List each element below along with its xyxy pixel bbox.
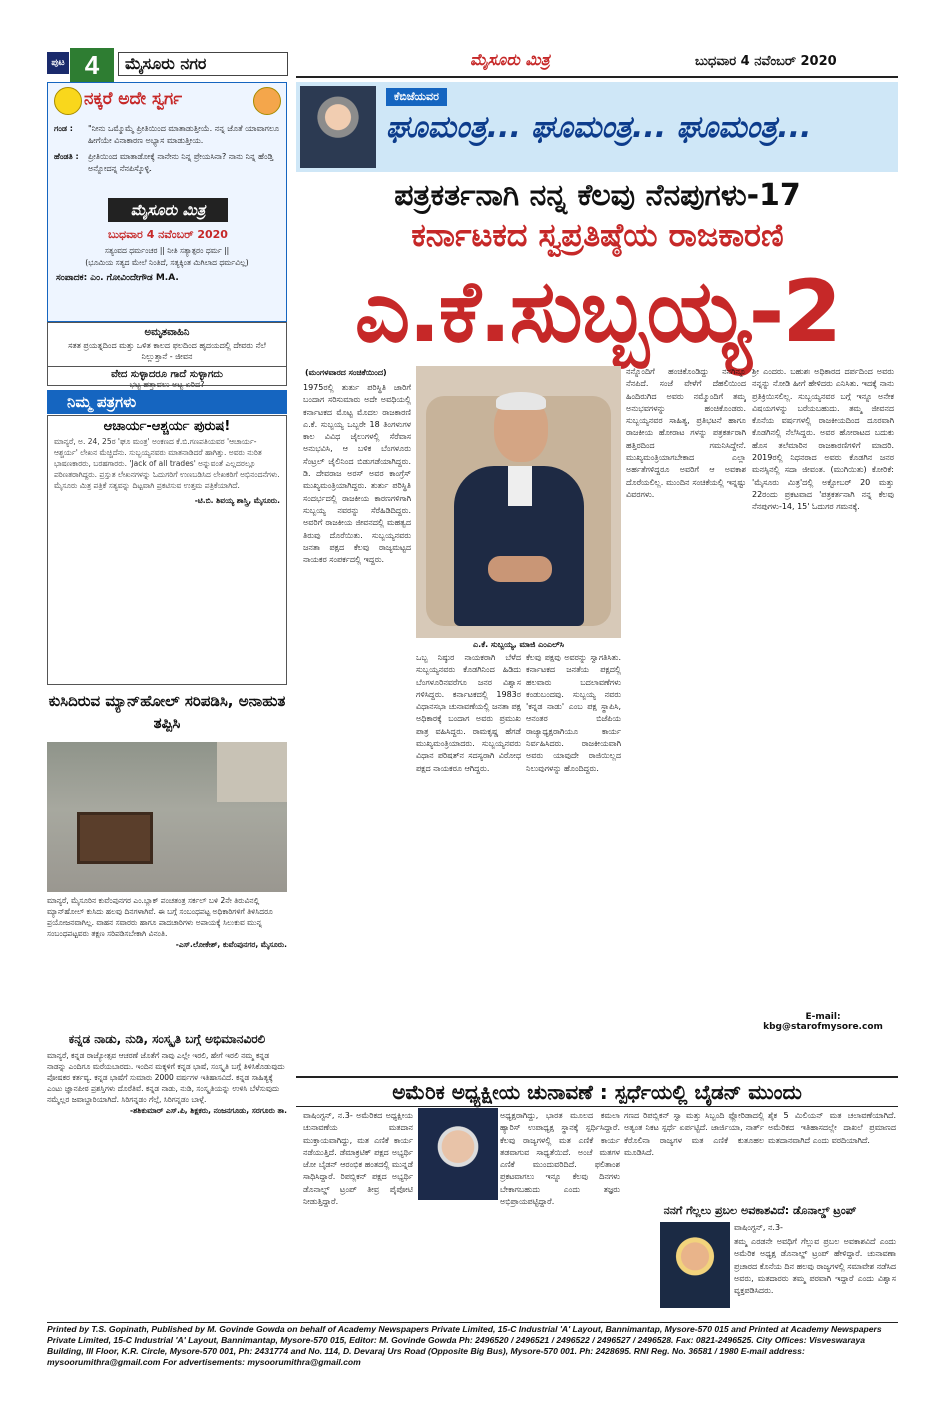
article-column: ನನ್ನೊಂದಿಗೆ ಹಂಚಿಕೊಂಡಿದ್ದು ನನಗಿನ್ನೂ ನೆನಪಿದೆ. ಸಂಜೆ ವೇಳೆಗೆ ದೆಹಲಿಯಿಂದ ಹಿಂದಿರುಗಿದ ಅವರು ನಮ್ಮೊಂದಿಗೆ ತಮ್ಮ ಅನುಭವಗಳನ್ನು ಹಂಚಿಕೊಂಡರು. ಸುಬ್ಬಯ್ಯನವರ ಸಾಹಿತ್ಯ, ಪ್ರತಿಭಟನೆ ಹಾಗೂ ರಾಜಕೀಯ ಹೋರಾಟ ಗಳನ್ನು ಪತ್ರಕರ್ತರಾಗಿ ಹತ್ತಿರದಿಂದ ಗಮನಿಸಿದ್ದೇನೆ. ಮುಖ್ಯಮಂತ್ರಿಯಾಗಬೇಕಾದ ಎಲ್ಲಾ ಅರ್ಹತೆಗಳಿದ್ದರೂ ಅವರಿಗೆ ಆ ಅವಕಾಶ ದೊರೆಯಲಿಲ್ಲ. ಮುಂದಿನ ಸಂಚಿಕೆಯಲ್ಲಿ ಇನ್ನಷ್ಟು ವಿವರಗಳು. — [626, 367, 746, 499]
us-article-column: ಶೈಕ 5 ಮಿಲಿಯನ್ ಮತ ಚಲಾವಣೆಯಾಗಿದೆ. ಅಮೆರಿಕದ ಇತಿಹಾಸದಲ್ಲೇ ದಾಖಲೆ ಪ್ರಮಾಣದ ಮತದಾನವಾಗಿದೆ ಎಂದು ವರದಿಯಾಗಿದೆ. — [768, 1111, 896, 1145]
letter-signature: -ಟಿ.ಬಿ. ಶಿವಯ್ಯ ಶಾಸ್ತ್ರಿ, ಮೈಸೂರು. — [194, 496, 280, 505]
issue-date: ಬುಧವಾರ 4 ನವೆಂಬರ್ 2020 — [695, 54, 837, 69]
cartoon-character-icon — [253, 87, 281, 115]
page-label: ಪುಟ — [47, 52, 69, 74]
letter-body-text: ಮಾನ್ಯರೆ, ಮೈಸೂರಿನ ಕುವೆಂಪುನಗರ ಎಂ.ಬ್ಲಾಕ್ ಪಂಚತಂತ್ರ ಸರ್ಕಲ್ ಬಳಿ 2ನೇ ತಿರುವಿನಲ್ಲಿ ಮ್ಯಾನ್‌ಹೋಲ್ ಕುಸಿದು ಹಲವು ದಿನಗಳಾಗಿವೆ. ಈ ಬಗ್ಗೆ ಸಂಬಂಧಪಟ್ಟ ಅಧಿಕಾರಿಗಳಿಗೆ ತಿಳಿಸಿದರೂ ಪ್ರಯೋಜನವಾಗಿಲ್ಲ. ವಾಹನ ಸವಾರರು ಹಾಗೂ ಪಾದಚಾರಿಗಳು ಅಪಾಯಕ್ಕೆ ಸಿಲುಕುವ ಮುನ್ನ ಸಂಬಂಧಪಟ್ಟವರು ತಕ್ಷಣ ಸರಿಪಡಿಸಬೇಕಾಗಿ ವಿನಂತಿ. — [47, 896, 273, 938]
letters-section-header: ನಿಮ್ಮ ಪತ್ರಗಳು — [47, 390, 287, 414]
us-article-column: ಗಣದ ರಿಪಬ್ಲಿಕನ್ ಸ್ವಾ ಮತ್ತು ಸಿಬ್ಬಂದಿ ಫ್ಲೋರಿಡಾದಲ್ಲಿ ಅತ್ಯಂತ ನಿಕಟ ಸ್ಪರ್ಧೆ ಏರ್ಪಟ್ಟಿದೆ. ಜಾರ್ಜಿಯಾ, ನಾರ್ತ್ ಕೆರೊಲಿನಾ ರಾಜ್ಯಗಳ ಮತ ಎಣಿಕೆ ಕುತೂಹಲ ಮೂಡಿಸಿದೆ. — [624, 1111, 764, 1157]
us-dateline: ವಾಷಿಂಗ್ಟನ್, ನ.3- — [734, 1223, 783, 1232]
letter-body-text: ಮಾನ್ಯರೆ, ಕನ್ನಡ ರಾಜ್ಯೋತ್ಸವ ಆಚರಣೆ ಜೊತೆಗೆ ನಾವು ಎಲ್ಲೇ ಇರಲಿ, ಹೇಗೆ ಇರಲಿ ನಮ್ಮ ಕನ್ನಡ ನಾಡನ್ನು ಎಂದಿಗೂ ಮರೆಯಬಾರದು. ಇಂದಿನ ಮಕ್ಕಳಿಗೆ ಕನ್ನಡ ಭಾಷೆ, ಸಂಸ್ಕೃತಿ ಬಗ್ಗೆ ತಿಳಿಸಿಕೊಡುವುದು ಪೋಷಕರ ಕರ್ತವ್ಯ. ಕನ್ನಡ ಭಾಷೆಗೆ ಸುಮಾರು 2000 ವರ್ಷಗಳ ಇತಿಹಾಸವಿದೆ. ಕನ್ನಡ ಸಾಹಿತ್ಯಕ್ಕೆ ಎಂಟು ಜ್ಞಾನಪೀಠ ಪ್ರಶಸ್ತಿಗಳು ದೊರೆತಿವೆ. ಕನ್ನಡ ನಾಡು, ನುಡಿ, ಸಂಸ್ಕೃತಿಯನ್ನು ಉಳಿಸಿ ಬೆಳೆಸುವುದು ನಮ್ಮೆಲ್ಲರ ಜವಾಬ್ದಾರಿಯಾಗಿದೆ. ಸಿರಿಗನ್ನಡಂ ಗೆಲ್ಗೆ, ಸಿರಿಗನ್ನಡಂ ಬಾಳ್ಗೆ. — [47, 1051, 285, 1104]
amrutha-box — [47, 322, 287, 389]
headline-main: ಎ.ಕೆ.ಸುಬ್ಬಯ್ಯ-2 — [354, 262, 841, 362]
article-column: 1975ರಲ್ಲಿ ತುರ್ತು ಪರಿಸ್ಥಿತಿ ಜಾರಿಗೆ ಬಂದಾಗ ಸರಿಸುಮಾರು ಅದೇ ಅವಧಿಯಲ್ಲಿ ಕರ್ನಾಟಕದ ಮೊಟ್ಟ ಮೊದಲ ರಾಜಕಾರಣಿ ಎ.ಕೆ. ಸುಬ್ಬಯ್ಯ ಒಬ್ಬರೇ 18 ತಿಂಗಳುಗಳ ಕಾಲ ವಿವಿಧ ಜೈಲುಗಳಲ್ಲಿ ಸೆರೆವಾಸ ಅನುಭವಿಸಿ, ಆ ಬಳಿಕ ಬೆಂಗಳೂರು ಸೆಂಟ್ರಲ್ ಜೈಲಿನಿಂದ ಬಿಡುಗಡೆಯಾಗಿದ್ದರು. ಡಿ. ದೇವರಾಜ ಅರಸ್ ಅವರ ಕಾಂಗ್ರೆಸ್ ಮುಖ್ಯಮಂತ್ರಿಯಾಗಿದ್ದರು. ತುರ್ತು ಪರಿಸ್ಥಿತಿ ಸಂದರ್ಭದಲ್ಲಿ ರಾಜಕೀಯ ಕಾರಣಗಳಿಗಾಗಿ ಸುಬ್ಬಯ್ಯ ನವರನ್ನು ಸೆರೆಹಿಡಿದಿದ್ದರು. ಅವರಿಗೆ ರಾಜಕೀಯ ಜೀವನದಲ್ಲಿ ಮಹತ್ವದ ತಿರುವು ದೊರೆಯಿತು. ಸುಬ್ಬಯ್ಯನವರು ಜನತಾ ಪಕ್ಷದ ಕೆಲವು ರಾಜ್ಯಮಟ್ಟದ ನಾಯಕರ ಸಂಪರ್ಕದಲ್ಲಿ ಇದ್ದರು. — [303, 383, 411, 565]
letter-body — [47, 895, 287, 1025]
trump-headline: ನನಗೆ ಗೆಲ್ಲಲು ಪ್ರಬಲ ಅವಕಾಶವಿದೆ: ಡೊನಾಲ್ಡ್ ಟ್ರಂಪ್ — [663, 1204, 857, 1217]
laughing-face-icon — [54, 87, 82, 115]
amrutha-title: ಅಮೃತವಾಹಿನಿ — [144, 327, 190, 338]
article-column: ಶ್ರೀ ಎಂದರು. ಬಹುಶಃ ಅಧಿಕಾರದ ದರ್ಪದಿಂದ ಅವರು ನನ್ನನ್ನು ನೋಡಿ ಹೀಗೆ ಹೇಳಿದರು ಎನಿಸಿತು. ಇದಕ್ಕೆ ನಾನು ಪ್ರತಿಕ್ರಿಯಿಸಲಿಲ್ಲ. ಸುಬ್ಬಯ್ಯನವರ ಬಗ್ಗೆ ಇನ್ನೂ ಅನೇಕ ವಿಷಯಗಳನ್ನು ಬರೆಯಬಹುದು. ತಮ್ಮ ಜೀವನದ ಕೊನೆಯ ವರ್ಷಗಳಲ್ಲಿ ರಾಜಕೀಯದಿಂದ ದೂರವಾಗಿ ಕೊಡಗಿನಲ್ಲಿ ನೆಲೆಸಿದ್ದರು. ಅವರ ಹೋರಾಟದ ಬದುಕು ಹೊಸ ತಲೆಮಾರಿನ ರಾಜಕಾರಣಿಗಳಿಗೆ ಮಾದರಿ. 2019ರಲ್ಲಿ ನಿಧನರಾದ ಅವರು ಕೊಡಗಿನ ಜನರ ಮನಸ್ಸಿನಲ್ಲಿ ಸದಾ ಜೀವಂತ. (ಮುಗಿಯಿತು) ಕೋರಿಕೆ: 'ಮೈಸೂರು ಮಿತ್ರ'ದಲ್ಲಿ ಅಕ್ಟೋಬರ್ 20 ಮತ್ತು 22ರಂದು ಪ್ರಕಟವಾದ 'ಪತ್ರಕರ್ತನಾಗಿ ನನ್ನ ಕೆಲವು ನೆನಪುಗಳು-14, 15' ಓದುಗರ ಗಮನಕ್ಕೆ. — [752, 367, 894, 512]
photo-caption: ಎ.ಕೆ. ಸುಬ್ಬಯ್ಯ, ಮಾಜಿ ಎಂಎಲ್‌ಸಿ — [473, 640, 564, 649]
amrutha-text: ಸತತ ಪ್ರಯತ್ನದಿಂದ ಮತ್ತು ಒಳಿತ ಕಾಲದ ಫಲದಿಂದ ಹೃದಯದಲ್ಲಿ ದೇವರು ನೆಲೆ ನಿಲ್ಲುತ್ತಾನೆ - ಜೀವನ — [68, 341, 266, 361]
nakkare-box — [47, 82, 287, 322]
column-name: ಘೂಮಂತ್ರ... ಘೂಮಂತ್ರ... ಘೂಮಂತ್ರ... — [386, 110, 812, 145]
article-column: ಕೆಲವು ಪಕ್ಷವು ಅವರನ್ನು ಸ್ವಾಗತಿಸಿತು. ಕರ್ನಾಟಕದ ಜನತೆಯ ಪಕ್ಷದಲ್ಲಿ ಹಲವಾರು ಬದಲಾವಣೆಗಳು ಕಂಡುಬಂದವು. ಸುಬ್ಬಯ್ಯ ನವರು 'ಕನ್ನಡ ನಾಡು' ಎಂಬ ಪಕ್ಷ ಸ್ಥಾಪಿಸಿ, ಆನಂತರ ಬಿಜೆಪಿಯ ರಾಜ್ಯಾಧ್ಯಕ್ಷರಾಗಿಯೂ ಕಾರ್ಯ ನಿರ್ವಹಿಸಿದರು. ರಾಜಕೀಯವಾಗಿ ಅವರು ಯಾವುದೇ ರಾಜಿಯಿಲ್ಲದ ನಿಲುವುಗಳನ್ನು ಹೊಂದಿದ್ದರು. — [526, 653, 621, 773]
footer-rule — [47, 1322, 898, 1323]
page-number: 4 — [70, 48, 114, 82]
article-dateline: (ಮಂಗಳವಾರದ ಸಂಚಿಕೆಯಿಂದ) — [305, 368, 387, 377]
author-email[interactable]: E-mail: kbg@starofmysore.com — [763, 1012, 883, 1032]
editor-credit: ಸಂಪಾದಕ: ಎಂ. ಗೋವಿಂದೇಗೌಡ M.A. — [56, 273, 179, 283]
letter-title: ಕುಸಿದಿರುವ ಮ್ಯಾನ್‌ಹೋಲ್ ಸರಿಪಡಿಸಿ, ಅನಾಹುತ ತಪ್ಪಿಸಿ — [48, 692, 286, 732]
section-title: ಮೈಸೂರು ನಗರ — [118, 52, 288, 76]
hair-shape — [496, 392, 546, 410]
manhole-shape — [77, 812, 153, 864]
shirt-shape — [508, 466, 532, 506]
subbaiah-photo — [416, 366, 621, 638]
biden-photo — [418, 1108, 498, 1200]
letter-signature: -ಶಶಿಕುಮಾರ್ ಎಸ್.ಪಿ, ಶಿಕ್ಷಕರು, ನಂಜನಗೂಡು, ಸರಗೂರು ತಾ. — [130, 1106, 287, 1115]
us-election-headline: ಅಮೆರಿಕ ಅಧ್ಯಕ್ಷೀಯ ಚುನಾವಣೆ : ಸ್ಪರ್ಧೆಯಲ್ಲಿ ಬೈಡನ್ ಮುಂದು — [296, 1076, 898, 1107]
letter-achaarya — [47, 415, 287, 685]
hands-shape — [488, 556, 552, 582]
us-article-column: ತಮ್ಮ ಎರಡನೇ ಅವಧಿಗೆ ಗೆಲ್ಲುವ ಪ್ರಬಲ ಅವಕಾಶವಿದೆ ಎಂದು ಅಮೆರಿಕ ಅಧ್ಯಕ್ಷ ಡೊನಾಲ್ಡ್ ಟ್ರಂಪ್ ಹೇಳಿದ್ದಾರೆ. ಚುನಾವಣಾ ಪ್ರಚಾರದ ಕೊನೆಯ ದಿನ ಹಲವು ರಾಜ್ಯಗಳಲ್ಲಿ ಸಮಾವೇಶ ನಡೆಸಿದ ಅವರು, ಮತದಾರರು ತಮ್ಮ ಪರವಾಗಿ ಇದ್ದಾರೆ ಎಂದು ವಿಶ್ವಾಸ ವ್ಯಕ್ತಪಡಿಸಿದರು. — [734, 1237, 896, 1296]
proverb-title: ವೇದ ಸುಳ್ಳಾದರೂ ಗಾದೆ ಸುಳ್ಳಾಗದು — [48, 366, 286, 380]
headline-sub: ಕರ್ನಾಟಕದ ಸ್ವಪ್ರತಿಷ್ಠೆಯ ರಾಜಕಾರಣಿ — [411, 216, 784, 254]
joke-label: ಹೆಂಡತಿ : — [54, 152, 79, 161]
masthead-rule — [296, 76, 898, 78]
masthead-mini-logo: ಮೈಸೂರು ಮಿತ್ರ — [108, 198, 228, 222]
headline-series: ಪತ್ರಕರ್ತನಾಗಿ ನನ್ನ ಕೆಲವು ನೆನಪುಗಳು-17 — [394, 178, 801, 213]
letter-title: ಆಚಾರ್ಯ-ಆಶ್ಚರ್ಯ ಪುರುಷ! — [103, 419, 231, 434]
column-kicker: ಕೆಬಿಜೆಯವರ — [386, 88, 447, 106]
joke-line: ಪ್ರೀತಿಯಿಂದ ಮಾತಾಡೋಕ್ಕೆ ನಾನೇನು ನಿನ್ನ ಪ್ರೇಯಸಿನಾ? ನಾನು ನಿನ್ನ ಹೆಂಡ್ತಿ ಅನ್ನೋದನ್ನ ನೆನಪಿಸ್ಕೊಳ್ಳಿ. — [88, 152, 274, 173]
imprint-footer: Printed by T.S. Gopinath, Published by M. Govinde Gowda on behalf of Academy Newspapers Private Limited, 15-C Industrial 'A' Layout, Bannimantap, Mysore-570 015 and Printed at Academy Newspapers Private Limited, 15-C Industrial 'A' Layout, Bannimantap, Mysore-570 015, Editor: M. Govinde Gowda Ph: 2496520 / 2496521 / 2496522 / 2496527 / 2496528. Fax: 0821-2496525. City Offices: Visveswaraya Building, III Floor, K.R. Circle, Mysore-570 001, Ph: 2431774 and No. 114, D. Devaraj Urs Road (Opposite Big Bus), Mysore-570 001. Ph: 2428695. RNI Reg. No. 36581 / 1980 E-mail address: mysoorumithra@gmail.com For advertisements: mysoorumithra@gmail.com — [47, 1324, 882, 1367]
motto-translation: (ಭೂಮಿಯ ಸತ್ಯದ ಮೇಲೆ ನಿಂತಿದೆ, ಸತ್ಯಕ್ಕಿಂತ ಮಿಗಿಲಾದ ಧರ್ಮವಿಲ್ಲ) — [85, 258, 249, 267]
mini-date: ಬುಧವಾರ 4 ನವೆಂಬರ್ 2020 — [108, 228, 228, 241]
letter-kannada — [47, 1050, 287, 1320]
joke-text — [54, 123, 280, 175]
letter-title: ಕನ್ನಡ ನಾಡು, ನುಡಿ, ಸಂಸ್ಕೃತಿ ಬಗ್ಗೆ ಅಭಿಮಾನವಿರಲಿ — [68, 1032, 266, 1046]
paper-logo: ಮೈಸೂರು ಮಿತ್ರ — [470, 50, 550, 69]
us-article-column: ವಾಷಿಂಗ್ಟನ್, ನ.3- ಅಮೆರಿಕದ ಅಧ್ಯಕ್ಷೀಯ ಚುನಾವಣೆಯ ಮತದಾನ ಮುಕ್ತಾಯವಾಗಿದ್ದು, ಮತ ಎಣಿಕೆ ಕಾರ್ಯ ನಡೆಯುತ್ತಿದೆ. ಡೆಮಾಕ್ರಟಿಕ್ ಪಕ್ಷದ ಅಭ್ಯರ್ಥಿ ಜೋ ಬೈಡನ್ ಆರಂಭಿಕ ಹಂತದಲ್ಲಿ ಮುನ್ನಡೆ ಸಾಧಿಸಿದ್ದಾರೆ. ರಿಪಬ್ಲಿಕನ್ ಪಕ್ಷದ ಅಭ್ಯರ್ಥಿ ಡೊನಾಲ್ಡ್ ಟ್ರಂಪ್ ತೀವ್ರ ಪೈಪೋಟಿ ನೀಡುತ್ತಿದ್ದಾರೆ. — [303, 1111, 413, 1207]
letter-body: ಮಾನ್ಯರೆ, ಅ. 24, 25ರ 'ಘೂ ಮಂತ್ರ' ಅಂಕಣದ ಕೆ.ಬಿ.ಗಣಪತಿಯವರ 'ಆಚಾರ್ಯ-ಆಶ್ಚರ್ಯ' ಲೇಖನ ಮೆಚ್ಚಿದೆನು. ಸುಬ್ಬಯ್ಯನವರು ಮಾತನಾಡಿದರೆ ಹಾಗಿತ್ತು. ಅವರು ನುರಿತ ಭಾಷಣಕಾರರು, ಬರಹಗಾರರು. 'Jack of all trades' ಅನ್ನುವಂತೆ ಎಲ್ಲದರಲ್ಲೂ ಪರಿಣತರಾಗಿದ್ದರು. ಪ್ರಸ್ತುತ ಲೇಖನಗಳನ್ನು ಓದುಗರಿಗೆ ಉಣಬಡಿಸಿದ ಲೇಖಕರಿಗೆ ಅಭಿನಂದನೆಗಳು. ಮೈಸೂರು ಮಿತ್ರ ಪತ್ರಿಕೆ ಸತ್ಯವನ್ನು ದಿಟ್ಟವಾಗಿ ಪ್ರಕಟಿಸುವ ಉತ್ತಮ ಪತ್ರಿಕೆಯಾಗಿದೆ. — [54, 437, 280, 490]
letter-signature: -ಎಸ್.ಲೋಕೇಶ್, ಕುವೆಂಪುನಗರ, ಮೈಸೂರು. — [175, 940, 287, 949]
author-photo — [300, 86, 376, 168]
joke-line: "ನೀನು ಒಮ್ಮೊಮ್ಮೆ ಪ್ರೀತಿಯಿಂದ ಮಾತಾಡುತ್ತೀಯೆ. ನನ್ನ ಜೊತೆ ಯಾವಾಗಲೂ ಹೀಗೆಯೇ ವಿನಾಕಾರಣ ಅಭ್ಯಾಸ ಮಾಡುತ್ತೀಯ. — [88, 124, 280, 145]
proverb-text: ಭಟ್ಟ ಹತ್ತಾವಲು ಅಟ್ಟ ಏರಿದ? — [129, 380, 205, 389]
trump-photo — [660, 1222, 730, 1308]
building-shape — [217, 742, 287, 802]
nakkare-title: ನಕ್ಕರೆ ಅದೇ ಸ್ವರ್ಗ — [84, 89, 183, 109]
joke-label: ಗಂಡ : — [54, 124, 73, 133]
manhole-photo — [47, 742, 287, 892]
us-article-column: ಅಧ್ಯಕ್ಷರಾಗಿದ್ದು, ಭಾರತ ಮೂಲದ ಕಮಲಾ ಹ್ಯಾರಿಸ್ ಉಪಾಧ್ಯಕ್ಷ ಸ್ಥಾನಕ್ಕೆ ಸ್ಪರ್ಧಿಸಿದ್ದಾರೆ. ಕೆಲವು ರಾಜ್ಯಗಳಲ್ಲಿ ಮತ ಎಣಿಕೆ ಕಾರ್ಯ ತಡವಾಗುವ ಸಾಧ್ಯತೆಯಿದೆ. ಅಂಚೆ ಮತಗಳ ಎಣಿಕೆ ಮುಂದುವರಿದಿದೆ. ಫಲಿತಾಂಶ ಪ್ರಕಟವಾಗಲು ಇನ್ನೂ ಕೆಲವು ದಿನಗಳು ಬೇಕಾಗಬಹುದು ಎಂದು ತಜ್ಞರು ಅಭಿಪ್ರಾಯಪಟ್ಟಿದ್ದಾರೆ. — [500, 1111, 620, 1207]
article-column: ಒಬ್ಬ ನಿಷ್ಠುರ ನಾಯಕರಾಗಿ ಬೆಳೆದ ಸುಬ್ಬಯ್ಯನವರು ಕೊಡಗಿನಿಂದ ಹಿಡಿದು ಬೆಂಗಳೂರಿನವರೆಗೂ ಜನರ ವಿಶ್ವಾಸ ಗಳಿಸಿದ್ದರು. ಕರ್ನಾಟಕದಲ್ಲಿ 1983ರ ವಿಧಾನಸಭಾ ಚುನಾವಣೆಯಲ್ಲಿ ಜನತಾ ಪಕ್ಷ ಅಧಿಕಾರಕ್ಕೆ ಬಂದಾಗ ಅವರು ಪ್ರಮುಖ ಪಾತ್ರ ವಹಿಸಿದ್ದರು. ರಾಮಕೃಷ್ಣ ಹೆಗಡೆ ಮುಖ್ಯಮಂತ್ರಿಯಾದರು. ಸುಬ್ಬಯ್ಯನವರು ವಿಧಾನ ಪರಿಷತ್‌ನ ಸದಸ್ಯರಾಗಿ ವಿರೋಧ ಪಕ್ಷದ ನಾಯಕರೂ ಆಗಿದ್ದರು. — [416, 653, 521, 773]
motto: ಸತ್ಯಂವದ ಧರ್ಮಂಚರ || ನೀತಿ ಸತ್ಯಾತ್ಪರಂ ಧರ್ಮ || — [104, 246, 230, 255]
